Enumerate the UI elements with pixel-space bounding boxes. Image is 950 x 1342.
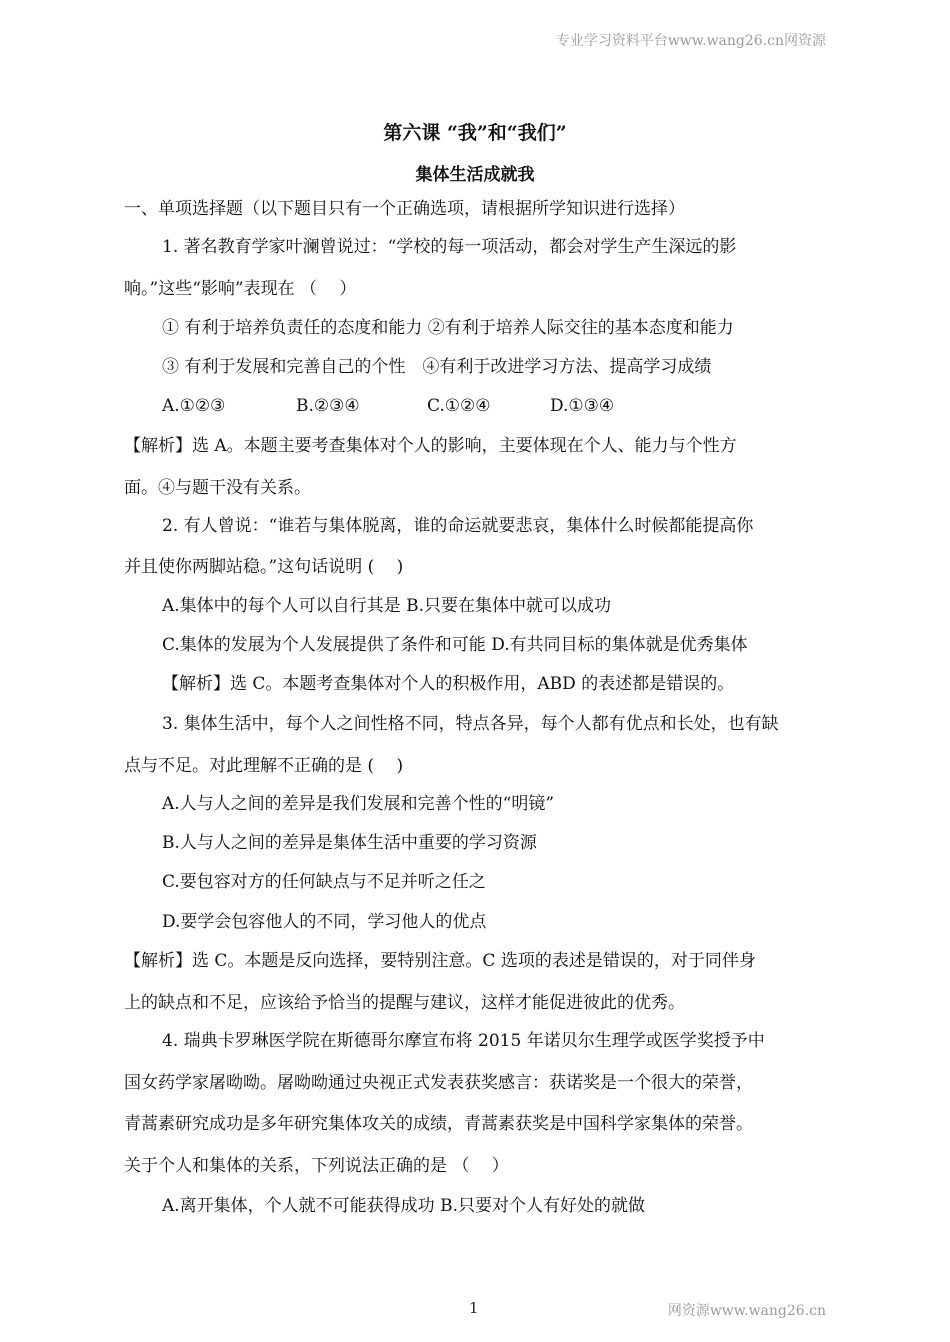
footer-watermark: 网资源www.wang26.cn: [667, 1303, 826, 1319]
q2-stem-line1: 2. 有人曾说：“谁若与集体脱离，谁的命运就要悲哀，集体什么时候都能提高你: [162, 516, 754, 536]
q4-stem-line4: 关于个人和集体的关系，下列说法正确的是 （ ）: [124, 1156, 509, 1176]
q4-stem-line2: 国女药学家屠呦呦。屠呦呦通过央视正式发表获奖感言：获诺奖是一个很大的荣誉，: [124, 1073, 753, 1093]
q2-stem-line2: 并且使你两脚站稳。”这句话说明 ( ): [124, 557, 404, 577]
q3-analysis-line2: 上的缺点和不足，应该给予恰当的提醒与建议，这样才能促进彼此的优秀。: [124, 993, 685, 1013]
lesson-title: 第六课 “我”和“我们”: [383, 122, 567, 144]
header-watermark: 专业学习资料平台www.wang26.cn网资源: [555, 33, 826, 49]
q1-analysis-line2: 面。④与题干没有关系。: [124, 478, 311, 498]
q4-stem-line3: 青蒿素研究成功是多年研究集体攻关的成绩，青蒿素获奖是中国科学家集体的荣誉。: [124, 1114, 753, 1134]
q2-options-line1: A.集体中的每个人可以自行其是 B.只要在集体中就可以成功: [162, 596, 611, 616]
q1-stem-line2: 响。”这些“影响”表现在 （ ）: [124, 279, 357, 299]
q3-analysis-line1: 【解析】选 C。本题是反向选择，要特别注意。C 选项的表述是错误的，对于同伴身: [124, 951, 756, 971]
q2-options-line2: C.集体的发展为个人发展提供了条件和可能 D.有共同目标的集体就是优秀集体: [162, 635, 748, 655]
q1-analysis-line1: 【解析】选 A。本题主要考查集体对个人的影响，主要体现在个人、能力与个性方: [124, 436, 737, 456]
q3-option-b: B.人与人之间的差异是集体生活中重要的学习资源: [162, 833, 537, 853]
q1-option-d: D.①③④: [550, 396, 615, 416]
q3-stem-line1: 3. 集体生活中，每个人之间性格不同，特点各异，每个人都有优点和长处，也有缺: [162, 714, 779, 734]
q3-option-d: D.要学会包容他人的不同，学习他人的优点: [162, 912, 487, 932]
q2-analysis: 【解析】选 C。本题考查集体对个人的积极作用，ABD 的表述都是错误的。: [162, 674, 735, 694]
lesson-subtitle: 集体生活成就我: [415, 165, 535, 185]
q1-option-c: C.①②④: [427, 396, 491, 416]
q1-statements-line2: ③ 有利于发展和完善自己的个性 ④有利于改进学习方法、提高学习成绩: [162, 357, 712, 377]
q1-option-b: B.②③④: [296, 396, 360, 416]
q4-options-line1: A.离开集体，个人就不可能获得成功 B.只要对个人有好处的就做: [162, 1196, 645, 1216]
q1-stem-line1: 1. 著名教育学家叶澜曾说过：“学校的每一项活动，都会对学生产生深远的影: [162, 237, 737, 257]
page-number: 1: [469, 1299, 479, 1317]
section-heading: 一、单项选择题（以下题目只有一个正确选项，请根据所学知识进行选择）: [124, 199, 685, 219]
q3-option-c: C.要包容对方的任何缺点与不足并听之任之: [162, 872, 486, 892]
q1-options: [162, 394, 682, 418]
q1-statements-line1: ① 有利于培养负责任的态度和能力 ②有利于培养人际交往的基本态度和能力: [162, 318, 734, 338]
q1-option-a: A.①②③: [162, 396, 226, 416]
q3-stem-line2: 点与不足。对此理解不正确的是 ( ): [124, 756, 404, 776]
q3-option-a: A.人与人之间的差异是我们发展和完善个性的“明镜”: [162, 794, 555, 814]
q4-stem-line1: 4. 瑞典卡罗琳医学院在斯德哥尔摩宣布将 2015 年诺贝尔生理学或医学奖授予中: [162, 1031, 765, 1051]
